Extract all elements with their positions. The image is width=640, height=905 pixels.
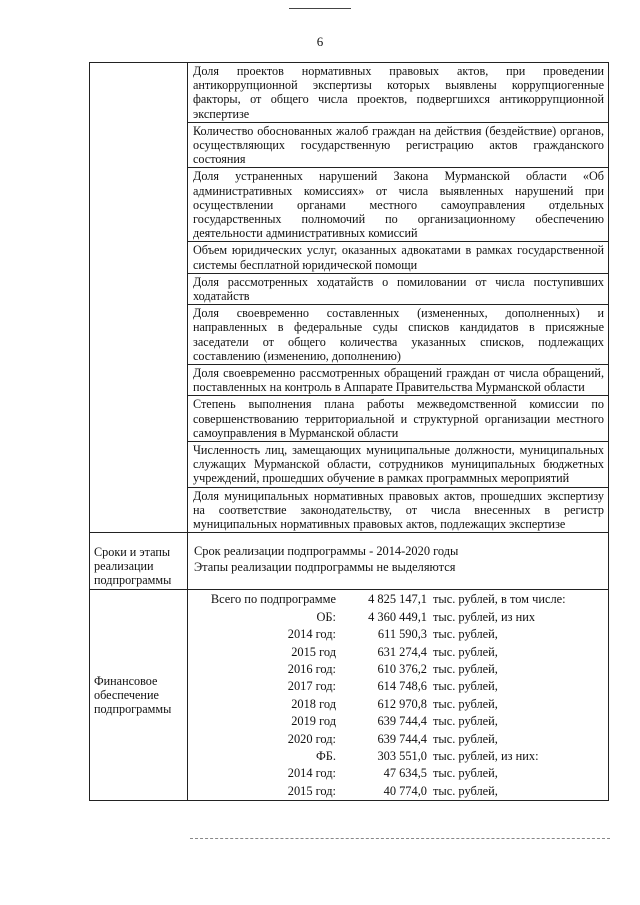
indicator-cell: Доля устраненных нарушений Закона Мурманской области «Об административных комиссиях» от числа выявленных нарушений при осуществлении органами местного самоуправления отдельных государственных полномочий по организационному обеспечению деятельности административных комиссий [188,168,609,242]
finance-line [188,765,608,782]
finance-line-unit: тыс. рублей, [433,766,498,781]
terms-label: Сроки и этапы реализации подпрограммы [90,533,188,590]
finance-line-unit: тыс. рублей, [433,627,498,642]
finance-line-label: 2014 год: [287,627,336,642]
indicator-cell: Доля своевременно составленных (измененных, дополненных) и направленных в федеральные суды списков кандидатов в присяжные заседатели от общего количества указанных списков, подлежащих составлению (изменению, дополнению) [188,305,609,365]
finance-line-label: 2016 год: [287,661,336,676]
finance-breakdown [188,590,608,800]
indicator-cell: Количество обоснованных жалоб граждан на действия (бездействие) органов, осуществляющих государственную регистрацию актов гражданского состояния [188,122,609,168]
finance-line-label: 2014 год: [287,766,336,781]
terms-period: Срок реализации подпрограммы - 2014-2020 годы [194,544,459,559]
finance-line-value: 614 748,6 [377,679,427,694]
finance-line-unit: тыс. рублей, из них [433,609,536,624]
finance-line-value: 639 744,4 [377,731,427,746]
indicators-label-cell [90,63,188,533]
finance-line-label: ФБ. [315,748,336,763]
finance-label: Финансовое обеспечение подпрограммы [90,590,188,801]
finance-line-unit: тыс. рублей, [433,731,498,746]
indicator-cell: Объем юридических услуг, оказанных адвокатами в рамках государственной системы бесплатной юридической помощи [188,242,609,273]
finance-line-value: 40 774,0 [383,783,427,798]
finance-line-label: 2020 год: [287,731,336,746]
top-rule [289,8,351,9]
finance-line-unit: тыс. рублей, [433,661,498,676]
indicator-cell: Доля муниципальных нормативных правовых актов, прошедших экспертизу на соответствие законодательству, от числа внесенных в регистр муниципальных нормативных правовых актов, подлежащих экспертизе [188,487,609,533]
indicator-cell: Степень выполнения плана работы межведомственной комиссии по совершенствованию территориальной и структурной организации местного самоуправления в Мурманской области [188,396,609,442]
finance-line [188,644,608,661]
finance-line-value: 4 825 147,1 [368,592,427,607]
finance-line-label: 2018 год [291,696,336,711]
finance-line-value: 4 360 449,1 [368,609,427,624]
finance-line [188,713,608,730]
finance-line-value: 303 551,0 [377,748,427,763]
page-number: 6 [316,34,324,49]
finance-line-unit: тыс. рублей, в том числе: [433,592,566,607]
finance-line-label: ОБ: [316,609,336,624]
finance-line-unit: тыс. рублей, [433,644,498,659]
passport-table [89,62,609,801]
finance-line [188,696,608,713]
finance-content [188,590,609,801]
finance-row [90,590,609,801]
finance-line [188,609,608,626]
finance-line-value: 611 590,3 [377,627,427,642]
indicator-cell: Доля своевременно рассмотренных обращений граждан от числа обращений, поставленных на контроль в Аппарате Правительства Мурманской области [188,365,609,396]
finance-line-unit: тыс. рублей, [433,696,498,711]
terms-stages: Этапы реализации подпрограммы не выделяются [194,560,456,575]
terms-row [90,533,609,590]
finance-line-unit: тыс. рублей, [433,783,498,798]
finance-line [188,661,608,678]
finance-line-unit: тыс. рублей, [433,714,498,729]
finance-line [188,783,608,800]
indicator-cell: Доля рассмотренных ходатайств о помиловании от числа поступивших ходатайств [188,273,609,304]
finance-line [188,626,608,643]
finance-line-value: 639 744,4 [377,714,427,729]
terms-content [188,533,609,590]
finance-line-label: 2017 год: [287,679,336,694]
finance-line [188,731,608,748]
finance-line-label: 2015 год [291,644,336,659]
finance-line [188,748,608,765]
bottom-rule [190,838,610,839]
indicators-row [90,63,609,123]
finance-line [188,678,608,695]
finance-line-value: 631 274,4 [377,644,427,659]
finance-line-unit: тыс. рублей, из них: [433,748,539,763]
finance-line-unit: тыс. рублей, [433,679,498,694]
indicator-cell: Доля проектов нормативных правовых актов, при проведении антикоррупционной экспертизы которых выявлены коррупциогенные факторы, от общего числа проектов, подвергшихся антикоррупционной экспертизе [188,63,609,123]
finance-line-value: 47 634,5 [383,766,427,781]
finance-line-value: 612 970,8 [377,696,427,711]
finance-line [188,591,608,608]
finance-line-label: 2019 год [291,714,336,729]
finance-line-label: 2015 год: [287,783,336,798]
finance-line-label: Всего по подпрограмме [210,592,336,607]
finance-line-value: 610 376,2 [377,661,427,676]
indicator-cell: Численность лиц, замещающих муниципальные должности, муниципальных служащих Мурманской области, сотрудников муниципальных бюджетных учреждений, прошедших обучение в рамках программных мероприятий [188,442,609,488]
